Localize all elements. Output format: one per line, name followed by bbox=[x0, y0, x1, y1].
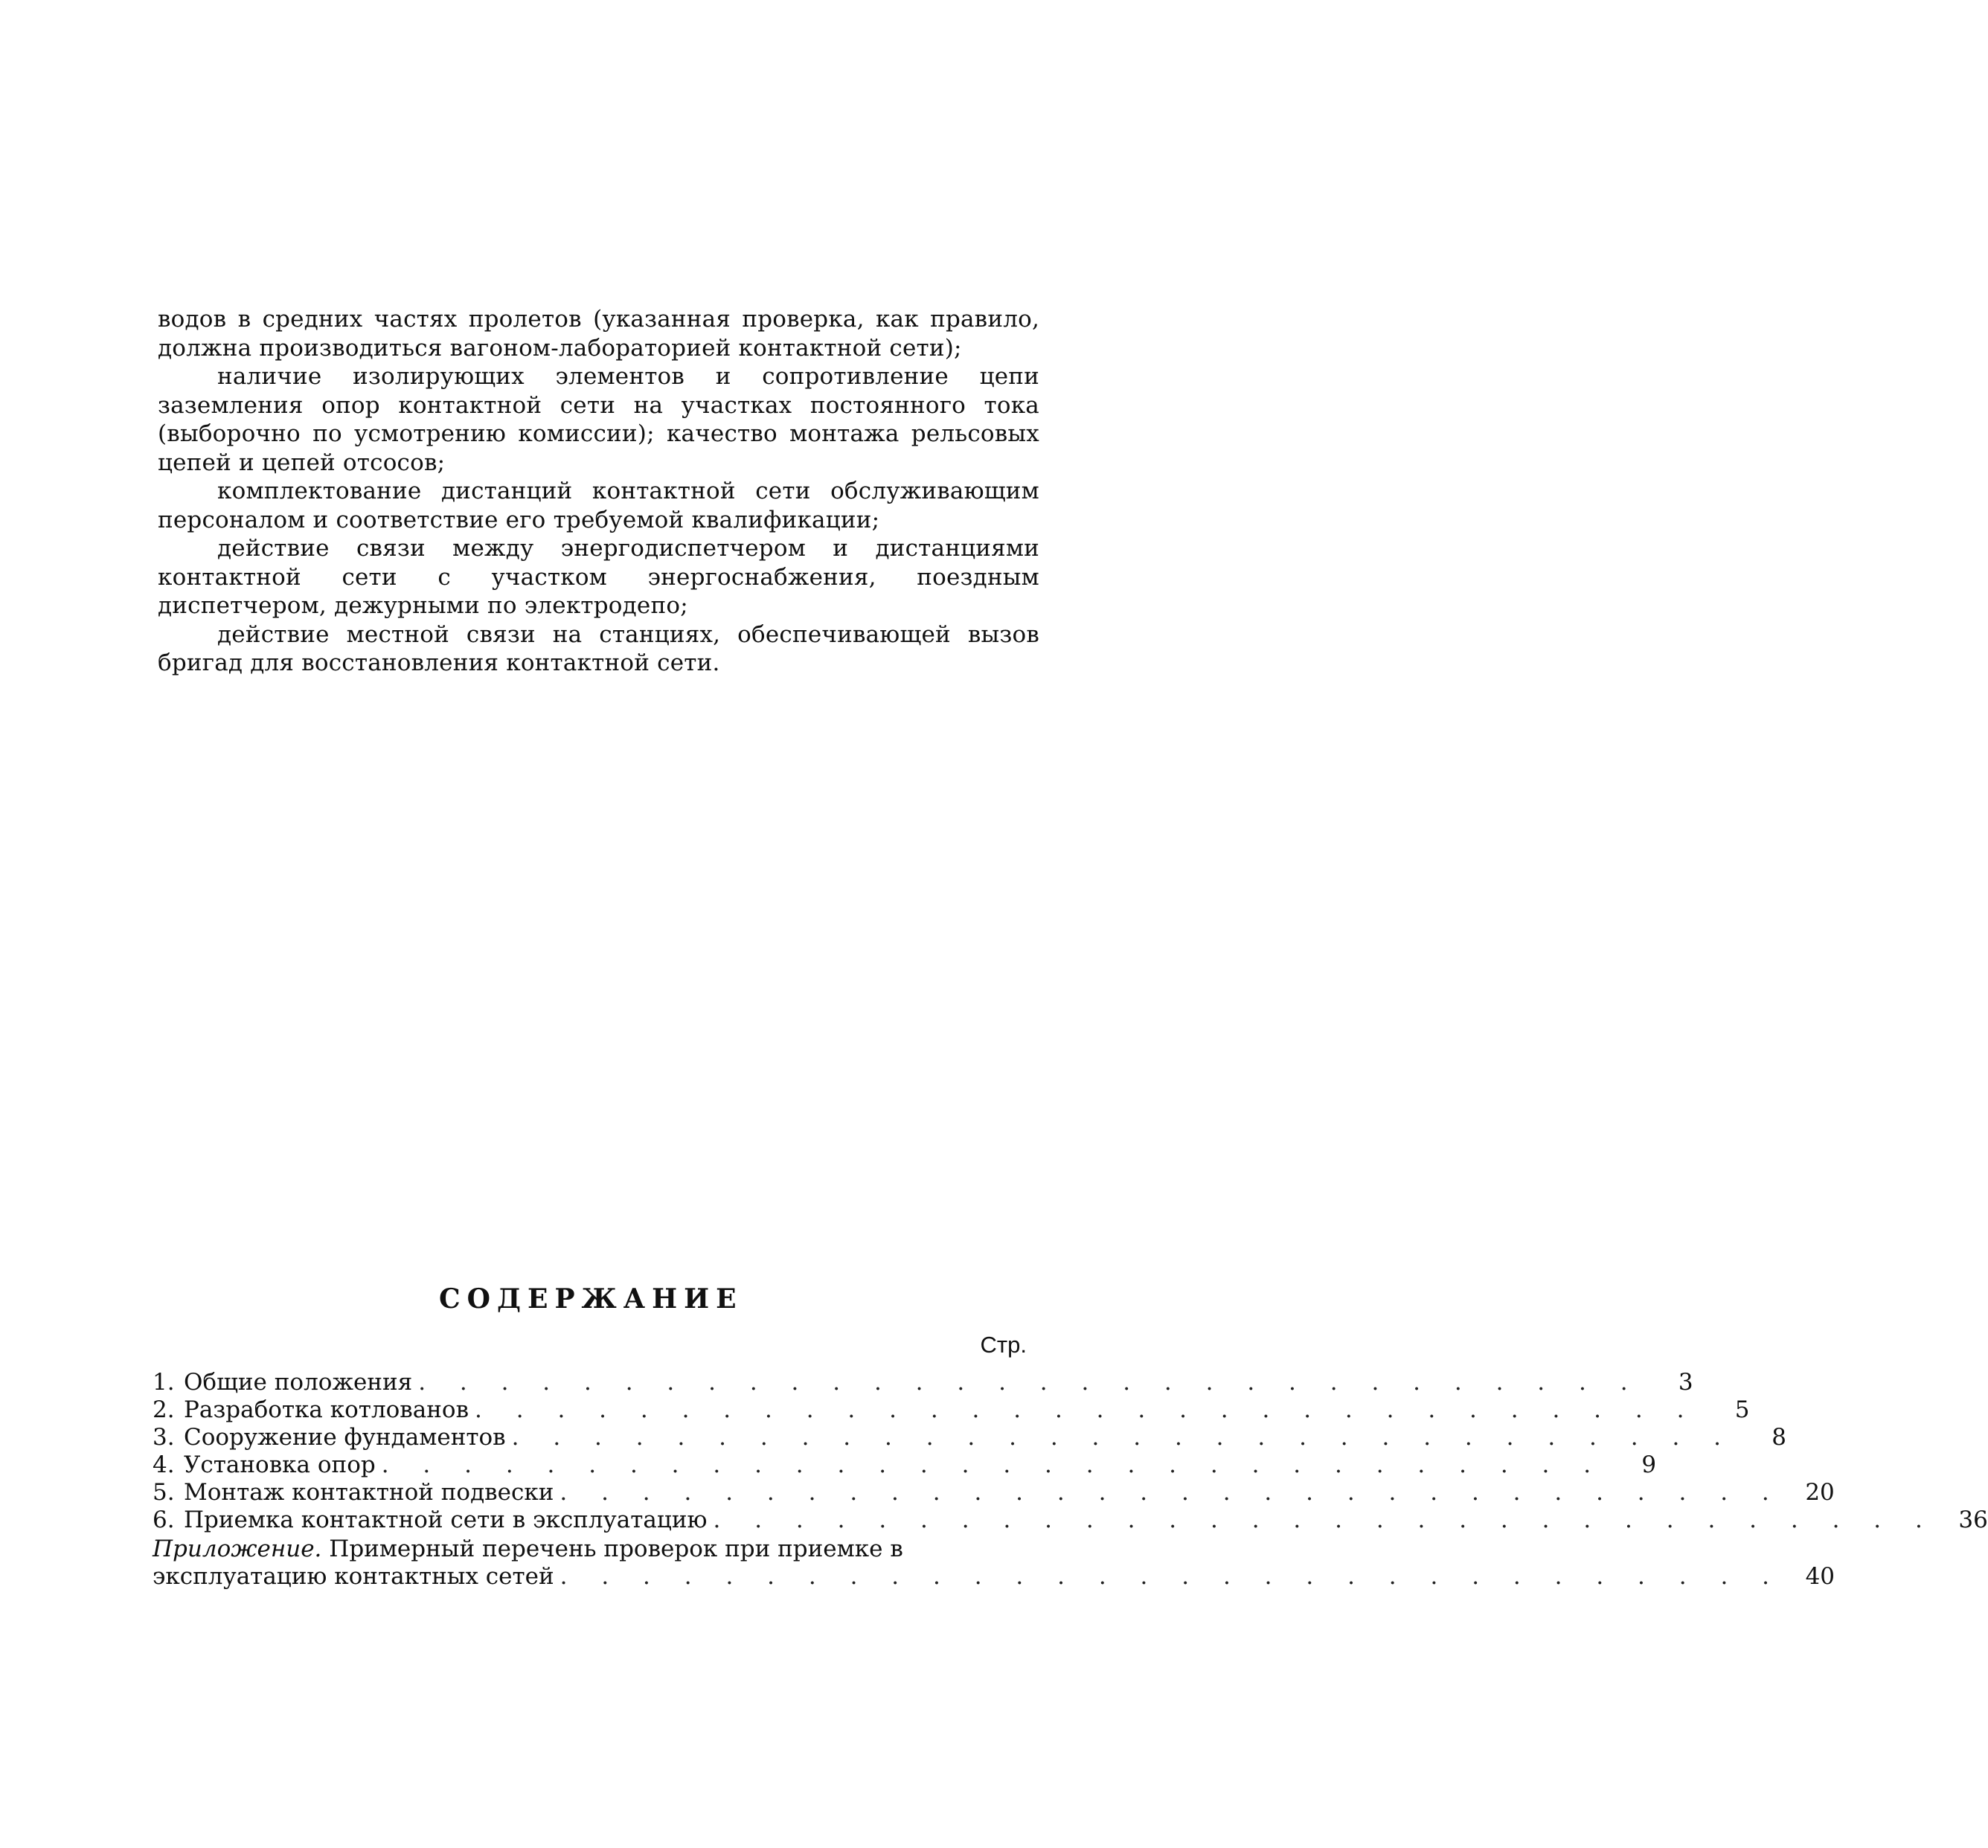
toc-appendix-line2-label: эксплуатацию контактных сетей bbox=[153, 1563, 554, 1590]
toc-leader-dots: . . . . . . . . . . . . . . . . . . . . . . . . . . . . . . bbox=[559, 1563, 1783, 1590]
toc-item-number: 5. bbox=[153, 1479, 175, 1506]
toc-item-label: Монтаж контактной подвески bbox=[184, 1479, 554, 1506]
paragraph-2: наличие изолирующих элементов и сопротивление цепи заземления опор контактной сети на участках постоянного тока (выборочно по усмотрению комиссии); качество монтажа рельсовых цепей и цепей отсосов; bbox=[158, 363, 1039, 476]
paragraph-5: действие местной связи на станциях, обеспечивающей вызов бригад для восстановления контактной сети. bbox=[158, 620, 1039, 676]
toc-item-page: 36 bbox=[1958, 1507, 1988, 1533]
paragraph-4: действие связи между энергодиспетчером и дистанциями контактной сети с участком энергоснабжения, поездным диспетчером, дежурными по электродепо; bbox=[158, 535, 1039, 619]
toc-item-label: Установка опор bbox=[184, 1451, 376, 1478]
toc-item-page: 5 bbox=[1734, 1396, 1750, 1423]
toc-item-label: Сооружение фундаментов bbox=[184, 1424, 506, 1451]
toc-item bbox=[153, 1507, 1988, 1534]
toc-leader-dots: . . . . . . . . . . . . . . . . . . . . . . . . . . . . . . bbox=[559, 1479, 1783, 1506]
toc-item-number: 4. bbox=[153, 1451, 175, 1478]
toc-item bbox=[153, 1369, 1693, 1396]
toc-item-page: 9 bbox=[1641, 1451, 1657, 1478]
toc-item-label: Приемка контактной сети в эксплуатацию bbox=[184, 1507, 708, 1533]
toc-appendix-line2 bbox=[153, 1563, 1835, 1591]
toc-appendix bbox=[153, 1536, 1835, 1591]
toc-item bbox=[153, 1479, 1835, 1507]
toc-item-label: Общие положения bbox=[184, 1369, 413, 1396]
toc-appendix-rest: Примерный перечень проверок при приемке в bbox=[329, 1536, 903, 1562]
toc-appendix-label: Приложение. bbox=[153, 1536, 322, 1562]
contents-page-header: Стр. bbox=[980, 1332, 1027, 1358]
toc-item bbox=[153, 1396, 1750, 1424]
body-text bbox=[158, 305, 1039, 678]
toc-item bbox=[153, 1424, 1787, 1451]
toc-leader-dots: . . . . . . . . . . . . . . . . . . . . . . . . . . . . . . bbox=[475, 1396, 1698, 1423]
toc-leader-dots: . . . . . . . . . . . . . . . . . . . . . . . . . . . . . . bbox=[418, 1369, 1641, 1396]
toc-appendix-line1 bbox=[153, 1536, 956, 1563]
toc-item-number: 2. bbox=[153, 1396, 175, 1423]
toc-item-number: 3. bbox=[153, 1424, 175, 1451]
toc-item-page: 8 bbox=[1771, 1424, 1787, 1451]
toc-leader-dots: . . . . . . . . . . . . . . . . . . . . . . . . . . . . . . bbox=[511, 1424, 1735, 1451]
toc-item-page: 3 bbox=[1678, 1369, 1693, 1396]
toc-leader-dots: . . . . . . . . . . . . . . . . . . . . . . . . . . . . . . bbox=[713, 1507, 1936, 1533]
toc-leader-dots: . . . . . . . . . . . . . . . . . . . . . . . . . . . . . . bbox=[381, 1451, 1605, 1478]
toc-item-number: 1. bbox=[153, 1369, 175, 1396]
toc-item bbox=[153, 1451, 1657, 1479]
toc-item-page: 20 bbox=[1805, 1479, 1835, 1506]
toc-appendix-page: 40 bbox=[1805, 1563, 1835, 1590]
table-of-contents bbox=[153, 1369, 1988, 1591]
toc-appendix-text bbox=[153, 1536, 903, 1563]
toc-item-number: 6. bbox=[153, 1507, 175, 1533]
paragraph-1: водов в средних частях пролетов (указанная проверка, как правило, должна производиться вагоном-лабораторией контактной сети); bbox=[158, 306, 1039, 362]
contents-title: СОДЕРЖАНИЕ bbox=[439, 1283, 743, 1315]
toc-item-label: Разработка котлованов bbox=[184, 1396, 469, 1423]
paragraph-3: комплектование дистанций контактной сети обслуживающим персоналом и соответствие его требуемой квалификации; bbox=[158, 478, 1039, 533]
